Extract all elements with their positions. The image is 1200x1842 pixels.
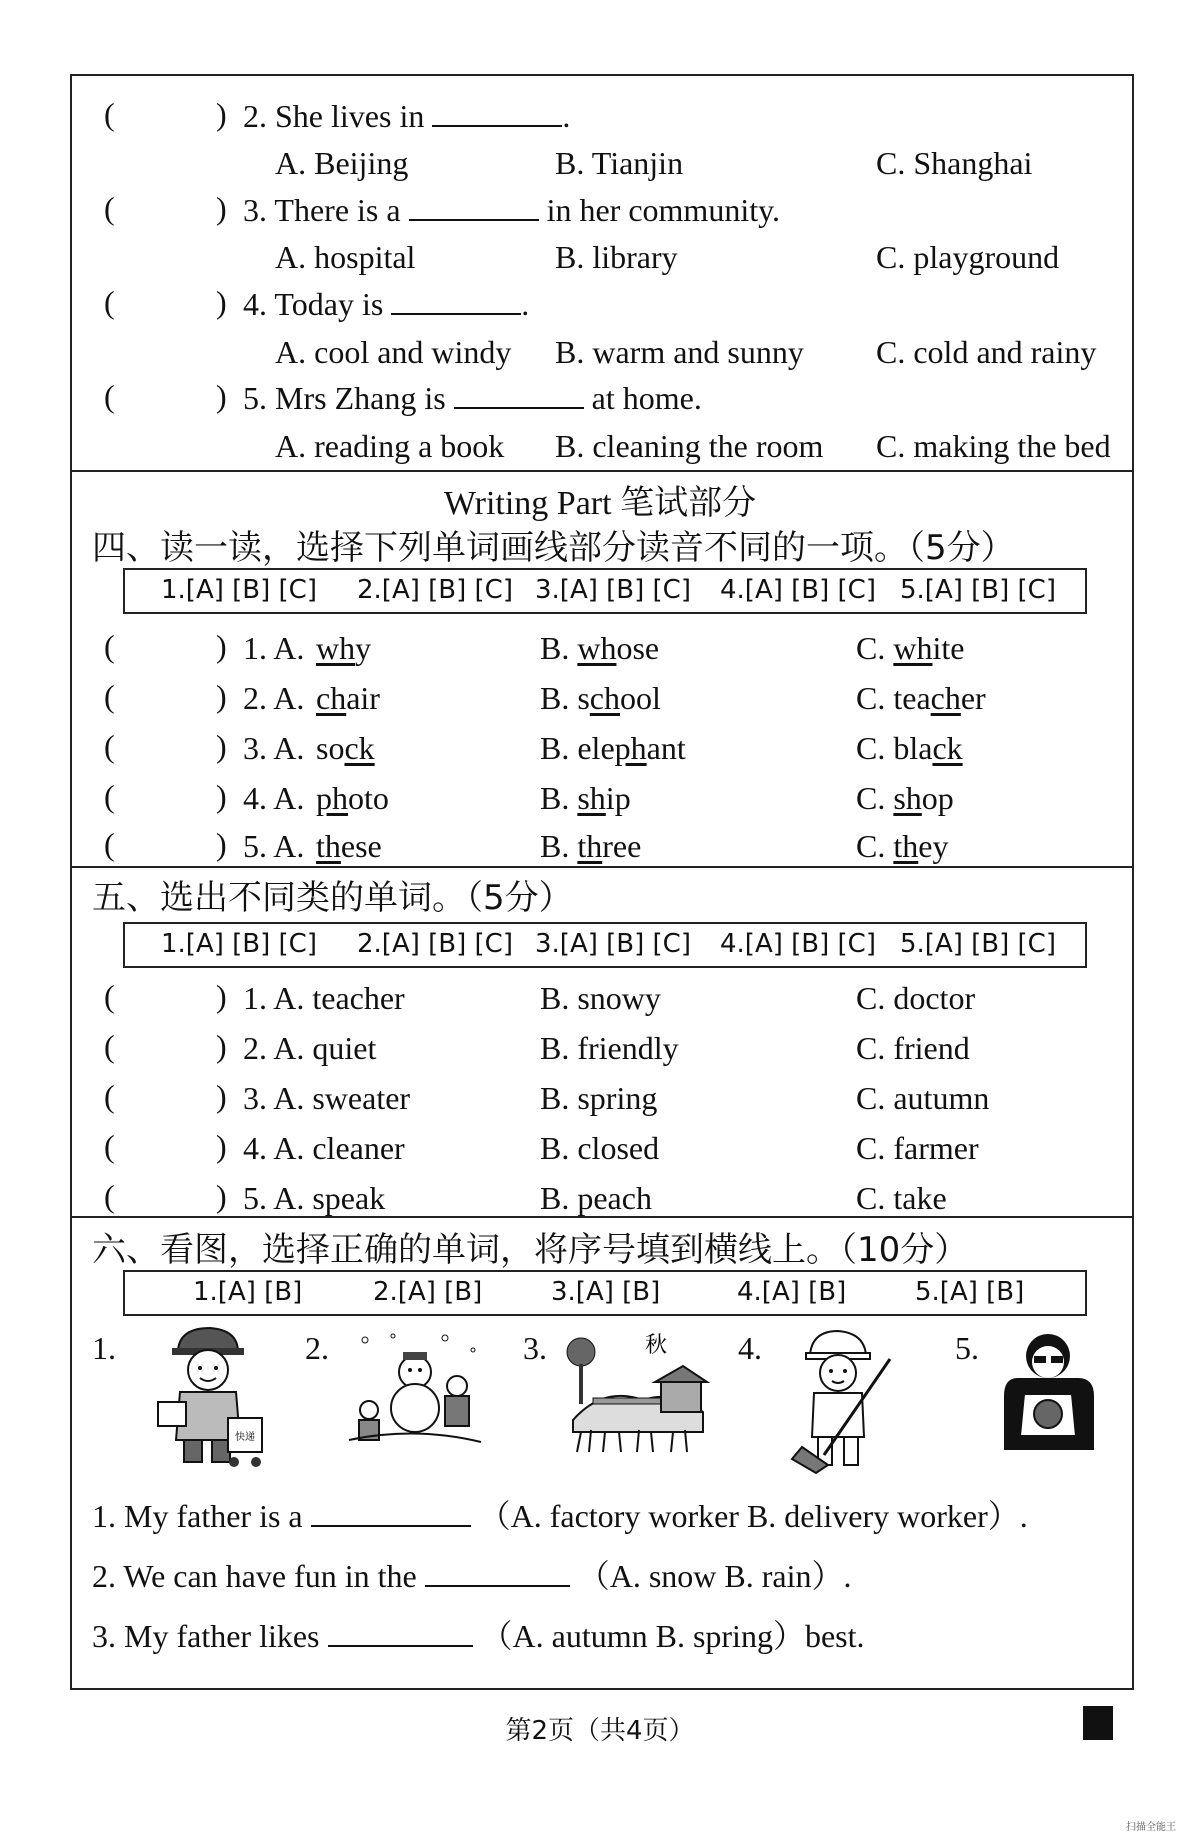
answer-paren[interactable]: ( [104, 284, 115, 320]
word-part: C. [856, 630, 894, 666]
option-b [540, 728, 686, 768]
option-c: C. autumn [856, 1080, 990, 1116]
option-b [540, 778, 631, 818]
option-c: C. Shanghai [876, 145, 1033, 181]
word-part: ese [340, 828, 382, 864]
option-a: A. cool and windy [275, 334, 512, 370]
word-part: air [346, 680, 380, 716]
reading-person-picture [996, 1326, 1101, 1454]
underlined-letters: th [316, 828, 341, 864]
answer-blank[interactable] [311, 1497, 471, 1527]
answer-option[interactable]: 2.[A] [B] [C] [357, 575, 513, 605]
underlined-letters: ck [344, 730, 375, 766]
item-number: 3. A. [243, 730, 305, 766]
option-c [856, 826, 948, 866]
option-c [856, 778, 954, 818]
answer-option[interactable]: 5.[A] [B] [C] [900, 575, 1056, 605]
answer-paren[interactable]: ( [104, 190, 115, 226]
underlined-letters: wh [316, 630, 356, 666]
answer-option[interactable]: 5.[A] [B] [C] [900, 929, 1056, 959]
fill-sentence-1: 1. My father is a （A. factory worker B. delivery worker）. [92, 1498, 1028, 1534]
option-b: B. warm and sunny [555, 334, 804, 370]
option-a: A. reading a book [275, 428, 505, 464]
answer-paren-close: ) [216, 1078, 227, 1114]
answer-option[interactable]: 3.[A] [B] [C] [535, 575, 691, 605]
option-c: C. cold and rainy [876, 334, 1097, 370]
word-part: C. [856, 828, 894, 864]
word-part: B. [540, 828, 578, 864]
season-label: 秋 [645, 1333, 668, 1358]
option-c: C. making the bed [876, 428, 1111, 464]
word-part: oto [348, 780, 389, 816]
cleaner-picture [780, 1325, 905, 1475]
answer-paren[interactable]: ( [104, 1028, 115, 1064]
option-c [856, 728, 963, 768]
option-a [316, 778, 389, 818]
word-part: y [355, 630, 372, 666]
divider [70, 470, 1132, 472]
option-a: 2. A. quiet [243, 1030, 377, 1066]
autumn-picture [563, 1328, 713, 1454]
section4-title: 四、读一读，选择下列单词画线部分读音不同的一项。（5分） [92, 528, 1015, 568]
word-part: B. [540, 780, 578, 816]
answer-blank[interactable] [425, 1557, 570, 1587]
picture-number: 2. [305, 1330, 329, 1366]
answer-paren[interactable]: ( [104, 978, 115, 1014]
option-a: A. Beijing [275, 145, 409, 181]
answer-option[interactable]: 5.[A] [B] [915, 1277, 1025, 1307]
underlined-letters: wh [893, 630, 933, 666]
answer-paren-close: ) [216, 1028, 227, 1064]
underlined-letters: wh [577, 630, 617, 666]
option-c: C. take [856, 1180, 947, 1216]
answer-blank[interactable] [391, 285, 521, 315]
answer-paren[interactable]: ( [104, 678, 115, 714]
delivery-worker-picture [150, 1322, 265, 1472]
fill-sentence-2: 2. We can have fun in the （A. snow B. rain）. [92, 1558, 852, 1594]
answer-paren[interactable]: ( [104, 778, 115, 814]
section6-title: 六、看图，选择正确的单词，将序号填到横线上。（10分） [92, 1230, 969, 1270]
option-b: B. closed [540, 1130, 660, 1166]
option-b [540, 628, 659, 668]
answer-blank[interactable] [454, 379, 584, 409]
option-c [856, 678, 986, 718]
answer-paren[interactable]: ( [104, 1078, 115, 1114]
option-b: B. snowy [540, 980, 661, 1016]
underlined-letters: sh [893, 780, 922, 816]
fill-sentence-3: 3. My father likes （A. autumn B. spring）best. [92, 1618, 865, 1654]
answer-paren[interactable]: ( [104, 826, 115, 862]
word-part: er [960, 680, 986, 716]
word-part: ite [932, 630, 965, 666]
option-b: B. friendly [540, 1030, 679, 1066]
answer-paren[interactable]: ( [104, 628, 115, 664]
answer-option[interactable]: 2.[A] [B] [373, 1277, 483, 1307]
section5-answer-box[interactable] [123, 922, 1087, 968]
option-b: B. peach [540, 1180, 652, 1216]
option-a: 5. A. speak [243, 1180, 386, 1216]
answer-option[interactable]: 1.[A] [B] [C] [161, 575, 317, 605]
answer-paren[interactable]: ( [104, 1128, 115, 1164]
answer-paren-close: ) [216, 778, 227, 814]
word-part: C. bla [856, 730, 933, 766]
answer-paren-close: ) [216, 728, 227, 764]
writing-part-title: Writing Part 笔试部分 [443, 485, 757, 522]
option-c [856, 628, 964, 668]
underlined-letters: th [893, 828, 919, 864]
option-b [540, 678, 661, 718]
answer-blank[interactable] [328, 1617, 473, 1647]
word-part: ool [620, 680, 661, 716]
question-stem: 3. There is a in her community. [243, 192, 781, 228]
answer-paren-close: ) [216, 628, 227, 664]
box-label: 快递 [235, 1432, 255, 1443]
picture-number: 3. [523, 1330, 547, 1366]
word-part: C. tea [856, 680, 931, 716]
word-part: C. [856, 780, 894, 816]
underlined-letters: ch [316, 680, 347, 716]
word-part: B. ele [540, 730, 615, 766]
option-a [316, 728, 375, 768]
option-c: C. doctor [856, 980, 976, 1016]
picture-number: 5. [955, 1330, 979, 1366]
option-a: 3. A. sweater [243, 1080, 411, 1116]
answer-option[interactable]: 4.[A] [B] [737, 1277, 847, 1307]
option-a [316, 628, 371, 668]
option-c: C. friend [856, 1030, 970, 1066]
registration-mark [1083, 1706, 1113, 1740]
divider [70, 866, 1132, 868]
option-b: B. Tianjin [555, 145, 684, 181]
option-c: C. playground [876, 239, 1060, 275]
answer-option[interactable]: 3.[A] [B] [551, 1277, 661, 1307]
answer-option[interactable]: 4.[A] [B] [C] [720, 929, 876, 959]
question-stem: 5. Mrs Zhang is at home. [243, 380, 702, 416]
picture-number: 1. [92, 1330, 116, 1366]
answer-paren-close: ) [216, 678, 227, 714]
option-a [316, 826, 382, 866]
snowman-picture [345, 1330, 485, 1448]
underlined-letters: ph [614, 730, 647, 766]
underlined-letters: ph [316, 780, 348, 816]
answer-paren-close: ) [216, 978, 227, 1014]
answer-paren-close: ) [216, 826, 227, 862]
word-part: ey [918, 828, 949, 864]
item-number: 2. A. [243, 680, 305, 716]
option-b: B. library [555, 239, 678, 275]
option-b: B. cleaning the room [555, 428, 824, 464]
word-part: ree [602, 828, 642, 864]
underlined-letters: th [577, 828, 603, 864]
answer-option[interactable]: 1.[A] [B] [C] [161, 929, 317, 959]
underlined-letters: sh [577, 780, 606, 816]
answer-option[interactable]: 4.[A] [B] [C] [720, 575, 876, 605]
option-b [540, 826, 641, 866]
word-part: so [316, 730, 345, 766]
section5-title: 五、选出不同类的单词。（5分） [92, 878, 573, 918]
item-number: 4. A. [243, 780, 305, 816]
underlined-letters: ch [930, 680, 961, 716]
answer-paren-close: ) [216, 378, 227, 414]
answer-paren-close: ) [216, 96, 227, 132]
divider [70, 1216, 1132, 1218]
word-part: B. s [540, 680, 590, 716]
answer-paren-close: ) [216, 284, 227, 320]
question-stem: 4. Today is . [243, 286, 530, 322]
answer-paren-close: ) [216, 1178, 227, 1214]
word-part: ip [605, 780, 631, 816]
section4-answer-box[interactable] [123, 568, 1087, 614]
option-b: B. spring [540, 1080, 658, 1116]
answer-paren[interactable]: ( [104, 96, 115, 132]
question-stem: 2. She lives in . [243, 98, 571, 134]
underlined-letters: ch [589, 680, 620, 716]
item-number: 5. A. [243, 828, 305, 864]
word-part: B. [540, 630, 578, 666]
answer-paren[interactable]: ( [104, 728, 115, 764]
answer-blank[interactable] [409, 191, 539, 221]
answer-paren-close: ) [216, 190, 227, 226]
page-footer: 第2页（共4页） [505, 1716, 695, 1746]
answer-blank[interactable] [432, 97, 562, 127]
option-a: 4. A. cleaner [243, 1130, 405, 1166]
picture-number: 4. [738, 1330, 762, 1366]
answer-paren[interactable]: ( [104, 1178, 115, 1214]
scanner-watermark: 扫描全能王 [1126, 1822, 1176, 1833]
answer-option[interactable]: 2.[A] [B] [C] [357, 929, 513, 959]
underlined-letters: ck [932, 730, 963, 766]
option-c: C. farmer [856, 1130, 979, 1166]
answer-paren[interactable]: ( [104, 378, 115, 414]
item-number: 1. A. [243, 630, 305, 666]
word-part: ose [616, 630, 660, 666]
answer-option[interactable]: 3.[A] [B] [C] [535, 929, 691, 959]
section6-answer-box[interactable] [123, 1270, 1087, 1316]
answer-paren-close: ) [216, 1128, 227, 1164]
option-a: 1. A. teacher [243, 980, 405, 1016]
word-part: op [921, 780, 954, 816]
frame-bottom [70, 1688, 1132, 1690]
answer-option[interactable]: 1.[A] [B] [193, 1277, 303, 1307]
word-part: ant [646, 730, 686, 766]
option-a [316, 678, 380, 718]
option-a: A. hospital [275, 239, 416, 275]
